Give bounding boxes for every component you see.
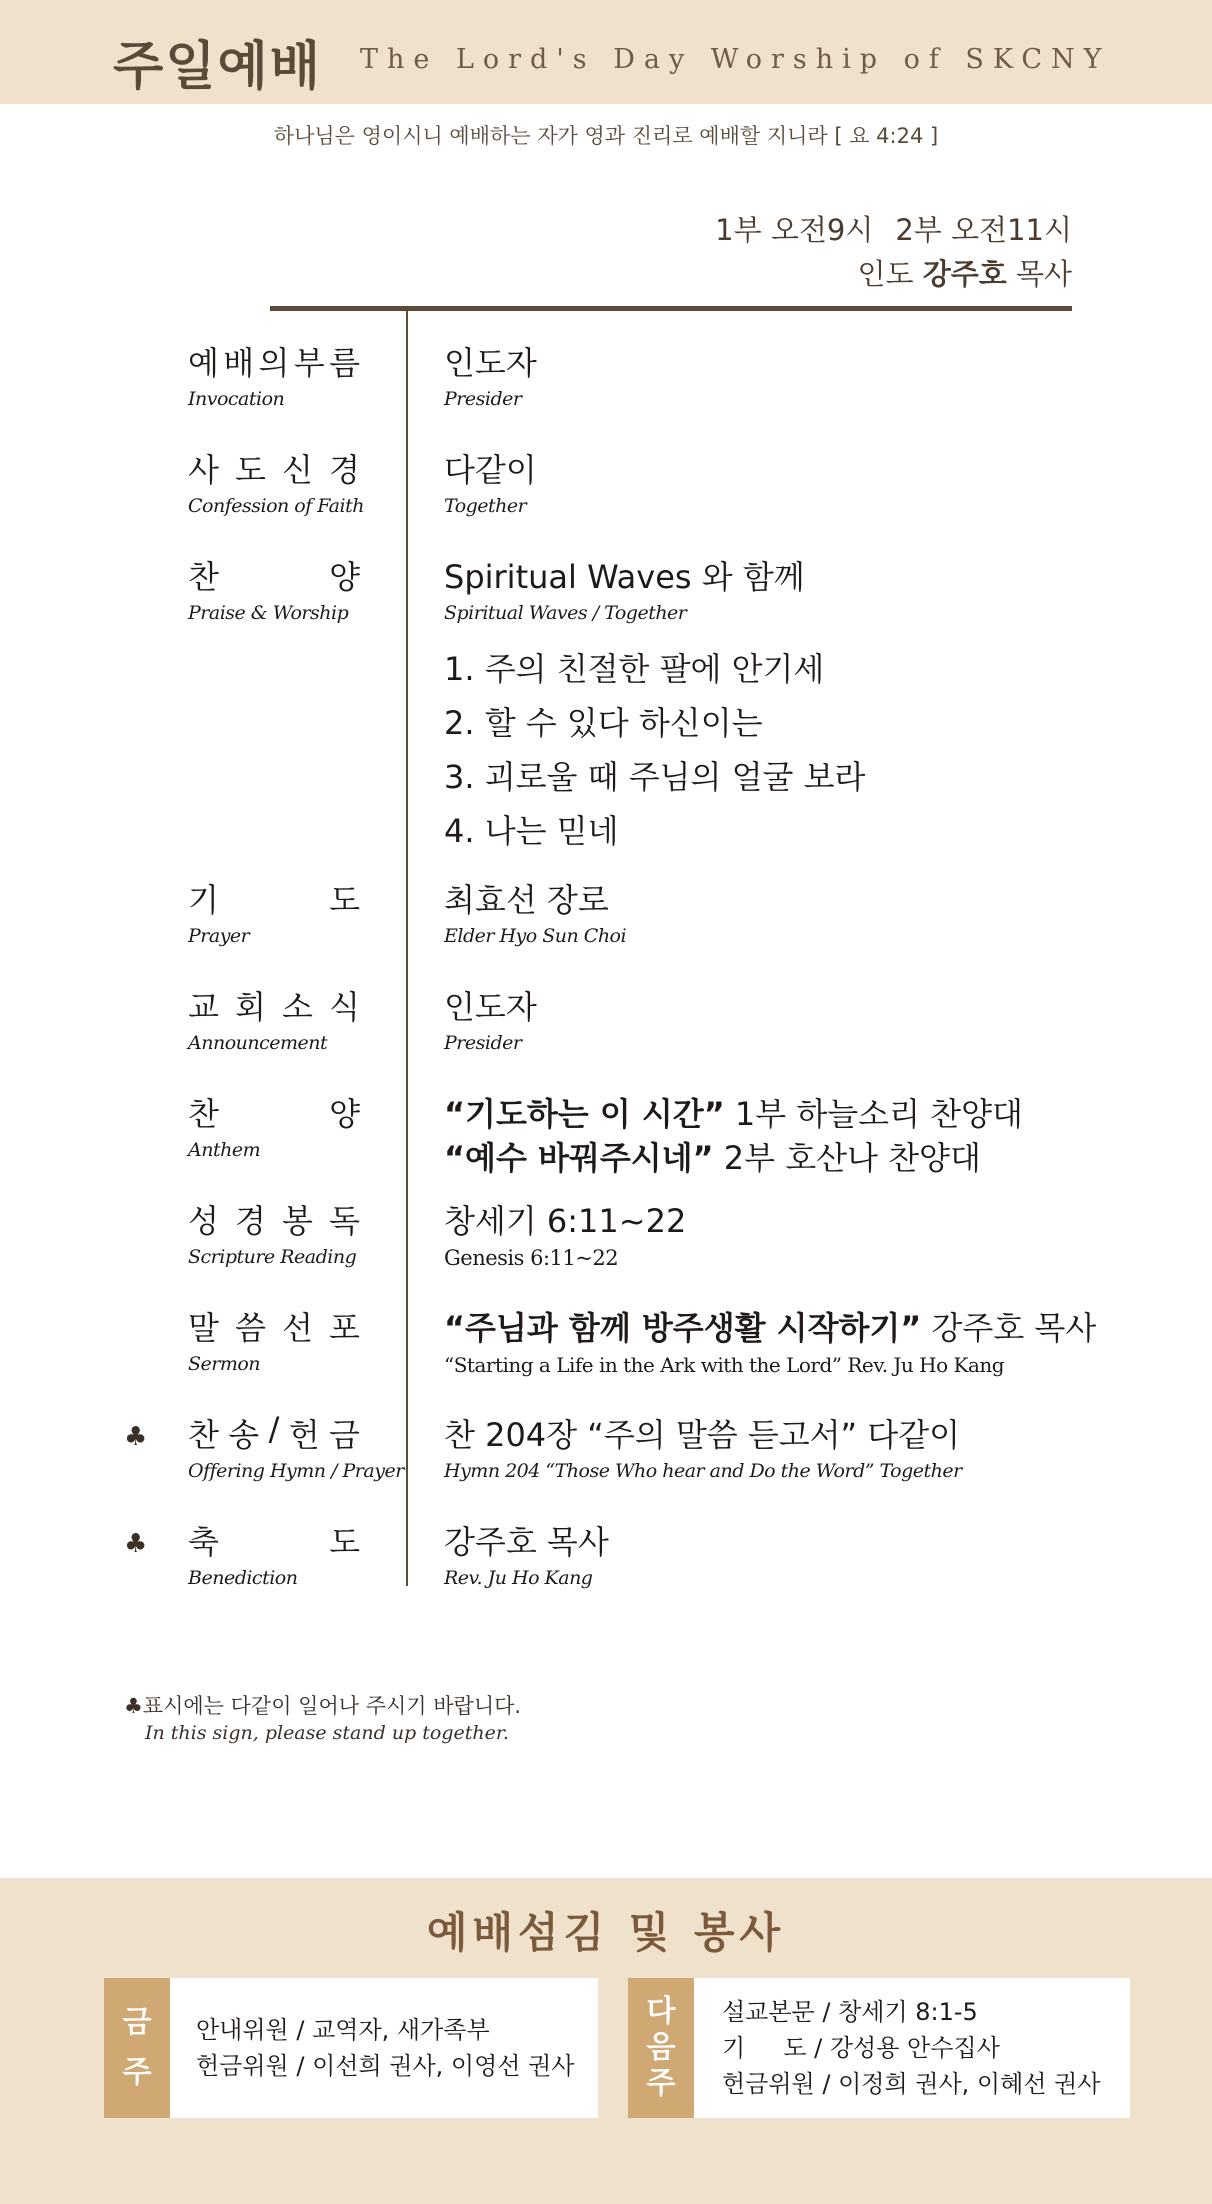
song-item: 4. 나는 믿네 <box>444 812 619 850</box>
label-char: 회 <box>235 988 266 1026</box>
label-char: 도 <box>329 881 360 919</box>
club-icon: ♣ <box>124 1529 148 1559</box>
anthem-choir: 2부 호산나 찬양대 <box>713 1139 981 1177</box>
label-char: 포 <box>329 1309 360 1347</box>
order-item-label-en: Invocation <box>188 388 285 410</box>
tag-char: 다 <box>646 1994 676 2029</box>
next-week-lines <box>722 1978 1100 2118</box>
this-week-box <box>104 1978 598 2118</box>
label-char: 선 <box>282 1309 313 1347</box>
top-divider <box>270 306 1072 311</box>
label-char: 사 <box>188 451 219 489</box>
order-item-label-kr <box>188 1517 360 1563</box>
order-item-label-kr <box>188 338 360 384</box>
sermon-title-en: “Starting a Life in the Ark with the Lord” Rev. Ju Ho Kang <box>444 1353 1005 1377</box>
order-item-label-en: Prayer <box>188 925 250 947</box>
song-item: 1. 주의 친절한 팔에 안기세 <box>444 650 825 688</box>
song-list <box>444 644 865 860</box>
label-char: 도 <box>329 1523 360 1561</box>
order-item-value-en: Presider <box>444 388 522 410</box>
label-char: 찬 <box>188 558 219 596</box>
sermon-title <box>444 1303 1096 1349</box>
order-item-label-en: Praise & Worship <box>188 602 349 624</box>
order-item-label-en: Offering Hymn / Prayer <box>188 1460 404 1482</box>
serving-title: 예배섬김 및 봉사 <box>426 1908 786 1957</box>
serving-line: 안내위원 / 교역자, 새가족부 <box>196 2016 490 2044</box>
label-char: 신 <box>282 451 313 489</box>
label-char: 경 <box>235 1202 266 1240</box>
order-item-value: 창세기 6:11~22 <box>444 1202 687 1240</box>
order-item-label-kr <box>188 1196 360 1242</box>
sermon-title-kr: “주님과 함께 방주생활 시작하기” <box>444 1309 922 1347</box>
tag-char: 주 <box>122 2055 152 2090</box>
label-char: 식 <box>329 988 360 1026</box>
second-service-time: 2부 오전11시 <box>895 213 1072 247</box>
order-item <box>0 1196 1212 1303</box>
anthem-title: “예수 바꿔주시네” <box>444 1139 714 1177</box>
anthem-item <box>444 1133 1023 1177</box>
serving-line: 헌금위원 / 이정희 권사, 이혜선 권사 <box>722 2070 1101 2098</box>
order-item-label-kr <box>188 1303 360 1349</box>
scripture-verse: 하나님은 영이시니 예배하는 자가 영과 진리로 예배할 지니라 [ 요 4:24 ] <box>273 124 939 148</box>
order-item-value: Spiritual Waves 와 함께 <box>444 558 805 596</box>
order-item-label-en: Confession of Faith <box>188 495 364 517</box>
sermon-preacher: 강주호 목사 <box>921 1309 1097 1347</box>
song-item: 3. 괴로울 때 주님의 얼굴 보라 <box>444 758 866 796</box>
standing-note: ♣표시에는 다같이 일어나 주시기 바랍니다. <box>124 1694 522 1718</box>
order-item <box>0 1517 1212 1624</box>
label-char: 부 <box>293 344 325 382</box>
order-item-value: 찬 204장 “주의 말씀 듣고서” 다같이 <box>444 1416 961 1454</box>
page-title: 주일예배 <box>113 37 322 97</box>
label-char: 예 <box>188 344 219 382</box>
label-char: 소 <box>282 988 313 1026</box>
order-item-label-en: Sermon <box>188 1353 261 1375</box>
order-item-label-en: Scripture Reading <box>188 1246 357 1268</box>
order-item-label-en: Announcement <box>188 1032 328 1054</box>
label-char: 헌 <box>288 1416 320 1454</box>
label-char: 배 <box>223 344 255 382</box>
order-item-value-en: Presider <box>444 1032 522 1054</box>
order-item <box>0 1089 1212 1196</box>
serving-line: 설교본문 / 창세기 8:1-5 <box>722 1998 978 2026</box>
order-item-label-en: Anthem <box>188 1139 261 1161</box>
next-week-tag <box>628 1978 694 2118</box>
serving-line: 기 도 / 강성용 안수집사 <box>722 2034 1000 2062</box>
order-item-value-en: Spiritual Waves / Together <box>444 602 687 624</box>
anthem-title: “기도하는 이 시간” <box>444 1095 725 1133</box>
label-char: 봉 <box>282 1202 313 1240</box>
order-item <box>0 445 1212 552</box>
label-char: 양 <box>329 558 360 596</box>
label-char: 씀 <box>235 1309 266 1347</box>
club-icon: ♣ <box>124 1422 148 1452</box>
order-item <box>0 982 1212 1089</box>
song-item: 2. 할 수 있다 하신이는 <box>444 704 763 742</box>
order-item-value: 강주호 목사 <box>444 1523 609 1561</box>
label-char: 교 <box>188 988 219 1026</box>
order-item <box>0 552 1212 875</box>
label-char: 의 <box>258 344 290 382</box>
order-item <box>0 338 1212 445</box>
order-item-value: 인도자 <box>444 988 537 1026</box>
order-of-worship <box>0 338 1212 1624</box>
label-char: 양 <box>329 1095 360 1133</box>
page-title-english: The Lord's Day Worship of SKCNY <box>360 44 1111 75</box>
order-item-value-en: Elder Hyo Sun Choi <box>444 925 627 947</box>
tag-char: 금 <box>122 2005 152 2040</box>
label-char: 성 <box>188 1202 219 1240</box>
order-item-label-en: Benediction <box>188 1567 298 1589</box>
anthem-item <box>444 1089 1023 1133</box>
service-times <box>715 208 1072 296</box>
order-item-value-en: Genesis 6:11~22 <box>444 1246 619 1270</box>
label-char: 말 <box>188 1309 219 1347</box>
label-char: 경 <box>329 451 360 489</box>
label-char: 축 <box>188 1523 219 1561</box>
order-item-label-kr <box>188 552 360 598</box>
order-item <box>0 1410 1212 1517</box>
label-char: 송 <box>228 1416 260 1454</box>
serving-line: 헌금위원 / 이선희 권사, 이영선 권사 <box>196 2052 575 2080</box>
label-char: 독 <box>329 1202 360 1240</box>
order-item-label-kr <box>188 445 360 491</box>
order-item <box>0 875 1212 982</box>
label-char: 기 <box>188 881 219 919</box>
label-char: 름 <box>329 344 360 382</box>
order-item-label-kr <box>188 875 360 921</box>
order-item-value-en: Together <box>444 495 527 517</box>
this-week-tag <box>104 1978 170 2118</box>
tag-char: 음 <box>646 2030 676 2065</box>
order-item <box>0 1303 1212 1410</box>
label-char: 금 <box>329 1416 360 1454</box>
next-week-box <box>628 1978 1130 2118</box>
first-service-time: 1부 오전9시 <box>715 213 874 247</box>
order-item-label-kr <box>188 1410 360 1456</box>
order-item-label-kr <box>188 982 360 1028</box>
this-week-lines <box>196 1978 574 2118</box>
order-item-value-en: Hymn 204 “Those Who hear and Do the Word” Together <box>444 1460 962 1482</box>
leader-name: 강주호 <box>922 257 1007 291</box>
anthem-list <box>444 1089 1023 1177</box>
order-item-value: 다같이 <box>444 451 537 489</box>
standing-note-english: In this sign, please stand up together. <box>145 1722 509 1744</box>
tag-char: 주 <box>646 2066 676 2101</box>
label-char: 찬 <box>188 1095 219 1133</box>
order-item-value: 최효선 장로 <box>444 881 609 919</box>
leader-suffix: 목사 <box>1015 257 1072 291</box>
label-char: 찬 <box>188 1416 219 1454</box>
label-char: / <box>268 1410 280 1448</box>
leader-prefix: 인도 <box>857 257 914 291</box>
label-char: 도 <box>235 451 266 489</box>
order-item-label-kr <box>188 1089 360 1135</box>
anthem-choir: 1부 하늘소리 찬양대 <box>724 1095 1023 1133</box>
order-item-value: 인도자 <box>444 344 537 382</box>
order-item-value-en: Rev. Ju Ho Kang <box>444 1567 593 1589</box>
